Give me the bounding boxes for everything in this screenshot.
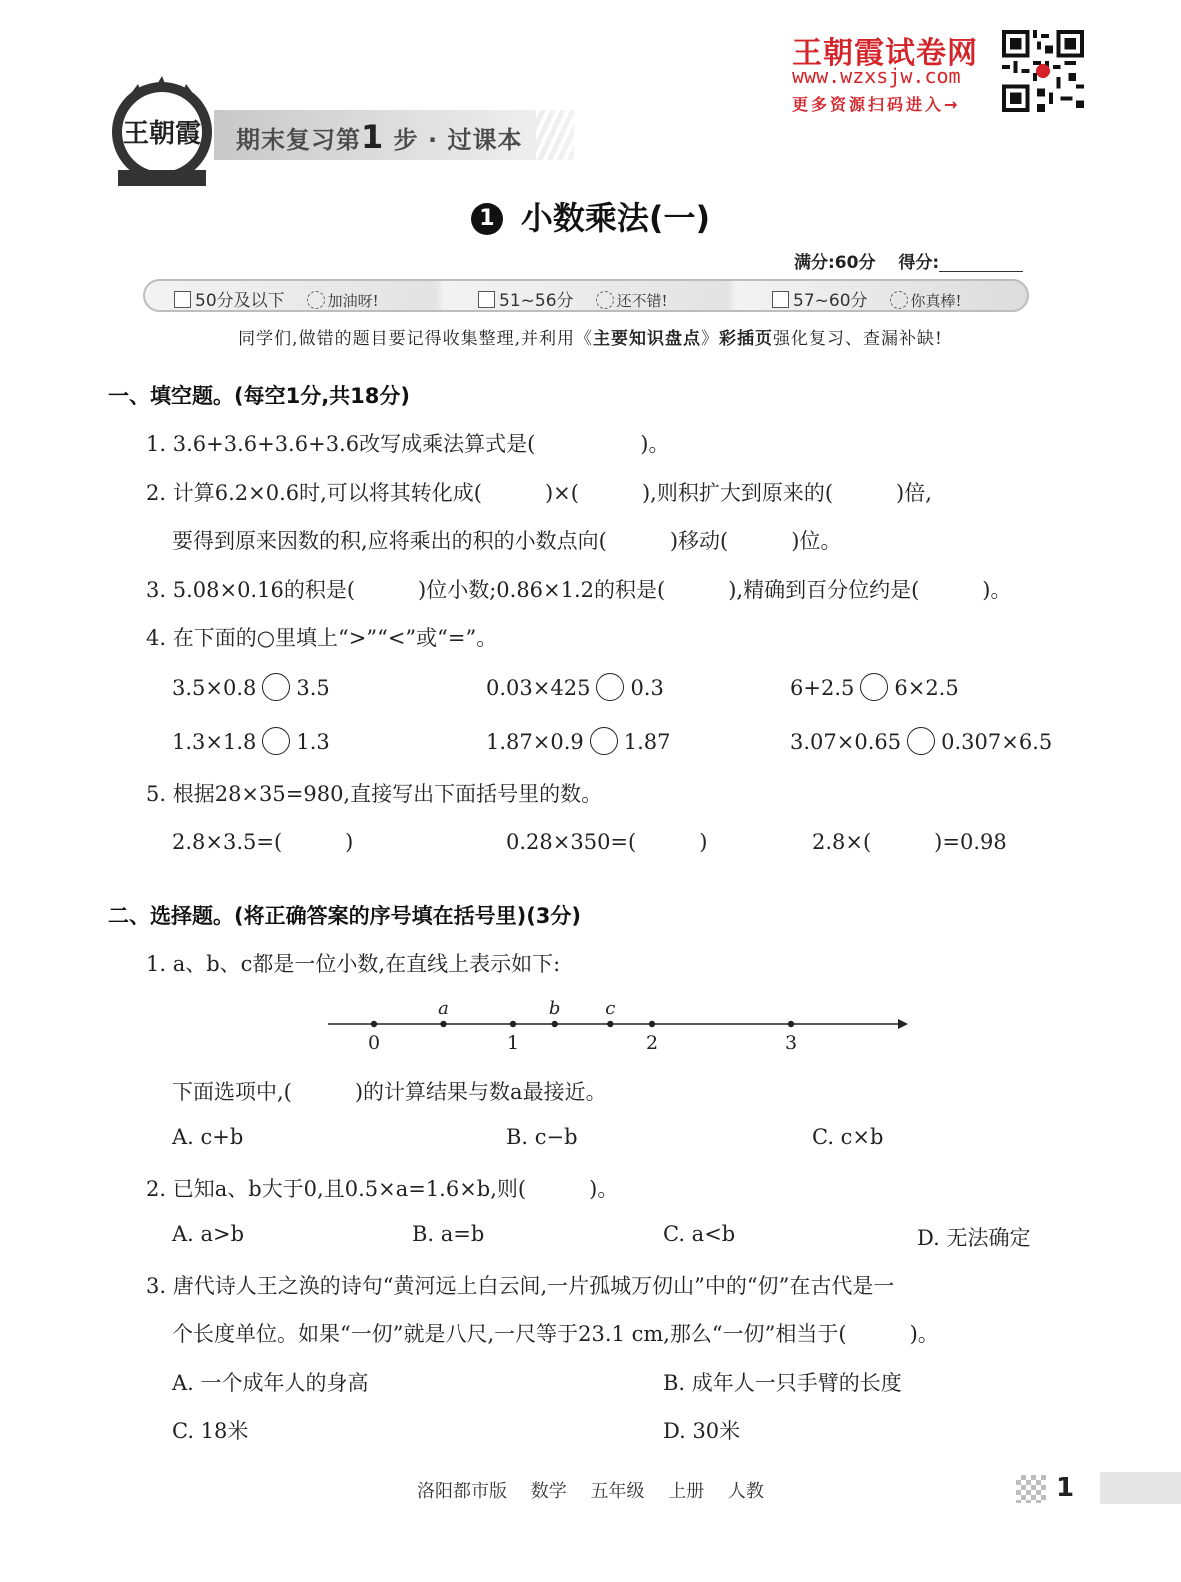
brand-subtitle: 更多资源扫码进入→ <box>792 95 961 114</box>
question-1-1: 1. 3.6+3.6+3.6+3.6改写成乘法算式是( )。 <box>146 432 670 456</box>
point-b <box>552 1021 558 1027</box>
score-area: 满分:60分 得分: <box>794 248 1023 273</box>
page-number: 1 <box>1056 1473 1075 1503</box>
question-2-3: 3. 唐代诗人王之涣的诗句“黄河远上白云间,一片孤城万仞山”中的“仞”在古代是一 <box>146 1274 895 1298</box>
smiley-icon <box>307 291 325 309</box>
banner-title: 期末复习第1 步 · 过课本 <box>236 118 523 156</box>
question-2-1: 1. a、b、c都是一位小数,在直线上表示如下: <box>146 952 561 976</box>
compare-item: 3.5×0.8 3.5 <box>172 673 330 701</box>
grade-option-3[interactable]: 57~60分 你真棒! <box>772 286 962 311</box>
point-c <box>607 1021 613 1027</box>
footer-pattern <box>1016 1475 1046 1503</box>
section-1-heading: 一、填空题。(每空1分,共18分) <box>108 384 411 408</box>
compare-circle[interactable] <box>262 673 290 701</box>
footer-edition: 洛阳都市版 数学 五年级 上册 人教 <box>417 1481 764 1502</box>
tick-label: 1 <box>506 1032 520 1054</box>
checkbox[interactable] <box>772 291 789 308</box>
page-tab <box>1100 1472 1181 1504</box>
option[interactable]: C. a<b <box>663 1222 736 1246</box>
compare-circle[interactable] <box>590 727 618 755</box>
question-2-3-cont: 个长度单位。如果“一仞”就是八尺,一尺等于23.1 cm,那么“一仞”相当于( )。 <box>172 1322 939 1346</box>
option[interactable]: A. 一个成年人的身高 <box>172 1371 369 1395</box>
study-tip: 同学们,做错的题目要记得收集整理,并利用《主要知识盘点》彩插页强化复习、查漏补缺! <box>238 329 943 349</box>
tick-label: 3 <box>784 1032 798 1054</box>
qr-code-icon[interactable] <box>1002 30 1084 112</box>
wang-zhaoxia-logo <box>108 70 216 188</box>
tick-label: 2 <box>645 1032 659 1054</box>
option[interactable]: D. 无法确定 <box>917 1226 1031 1250</box>
compare-item: 1.87×0.9 1.87 <box>486 727 671 755</box>
point-label: a <box>438 998 449 1019</box>
question-1-2-cont: 要得到原来因数的积,应将乘出的积的小数点向( )移动( )位。 <box>172 529 842 553</box>
point-label: c <box>605 998 616 1019</box>
grade-option-1[interactable]: 50分及以下 加油呀! <box>174 286 379 311</box>
smiley-icon <box>596 291 614 309</box>
compare-item: 3.07×0.65 0.307×6.5 <box>790 727 1052 755</box>
fill-item[interactable]: 2.8×3.5=( ) <box>172 830 354 854</box>
smiley-icon <box>890 291 908 309</box>
compare-circle[interactable] <box>596 673 624 701</box>
tick-0 <box>371 1021 377 1027</box>
compare-circle[interactable] <box>907 727 935 755</box>
point-label: b <box>548 998 561 1019</box>
compare-item: 6+2.5 6×2.5 <box>790 673 959 701</box>
question-2-1-prompt: 下面选项中,( )的计算结果与数a最接近。 <box>172 1080 607 1104</box>
question-1-3: 3. 5.08×0.16的积是( )位小数;0.86×1.2的积是( ),精确到百分位约是( )。 <box>146 578 1012 602</box>
option[interactable]: D. 30米 <box>663 1419 741 1443</box>
section-2-heading: 二、选择题。(将正确答案的序号填在括号里)(3分) <box>108 904 582 928</box>
checkbox[interactable] <box>478 291 495 308</box>
option[interactable]: C. c×b <box>812 1125 884 1149</box>
svg-text:王朝霞: 王朝霞 <box>122 119 202 149</box>
option[interactable]: B. a=b <box>412 1222 485 1246</box>
option[interactable]: B. 成年人一只手臂的长度 <box>663 1371 902 1395</box>
point-a <box>440 1021 446 1027</box>
brand-url[interactable]: www.wzxsjw.com <box>792 64 961 88</box>
compare-circle[interactable] <box>262 727 290 755</box>
compare-item: 1.3×1.8 1.3 <box>172 727 330 755</box>
question-1-2: 2. 计算6.2×0.6时,可以将其转化成( )×( ),则积扩大到原来的( )倍, <box>146 481 932 505</box>
option[interactable]: A. c+b <box>172 1125 244 1149</box>
number-line <box>320 994 920 1058</box>
fill-item[interactable]: 2.8×( )=0.98 <box>812 830 1007 854</box>
option[interactable]: C. 18米 <box>172 1419 249 1443</box>
option[interactable]: A. a>b <box>172 1222 245 1246</box>
arrow-icon <box>898 1019 908 1029</box>
checkbox[interactable] <box>174 291 191 308</box>
title-number-badge: 1 <box>471 203 503 235</box>
grade-option-2[interactable]: 51~56分 还不错! <box>478 286 668 311</box>
brand-name: 王朝霞试卷网 <box>792 36 978 71</box>
page-title: 1 小数乘法(一) <box>0 193 1181 239</box>
tick-2 <box>649 1021 655 1027</box>
tick-label: 0 <box>367 1032 381 1054</box>
score-blank[interactable] <box>939 253 1023 272</box>
option[interactable]: B. c−b <box>506 1125 578 1149</box>
tick-1 <box>510 1021 516 1027</box>
question-1-5: 5. 根据28×35=980,直接写出下面括号里的数。 <box>146 782 603 806</box>
compare-item: 0.03×425 0.3 <box>486 673 664 701</box>
compare-circle[interactable] <box>860 673 888 701</box>
question-1-4: 4. 在下面的○里填上“>”“<”或“=”。 <box>146 626 498 650</box>
tick-3 <box>788 1021 794 1027</box>
question-2-2: 2. 已知a、b大于0,且0.5×a=1.6×b,则( )。 <box>146 1177 619 1201</box>
fill-item[interactable]: 0.28×350=( ) <box>506 830 708 854</box>
